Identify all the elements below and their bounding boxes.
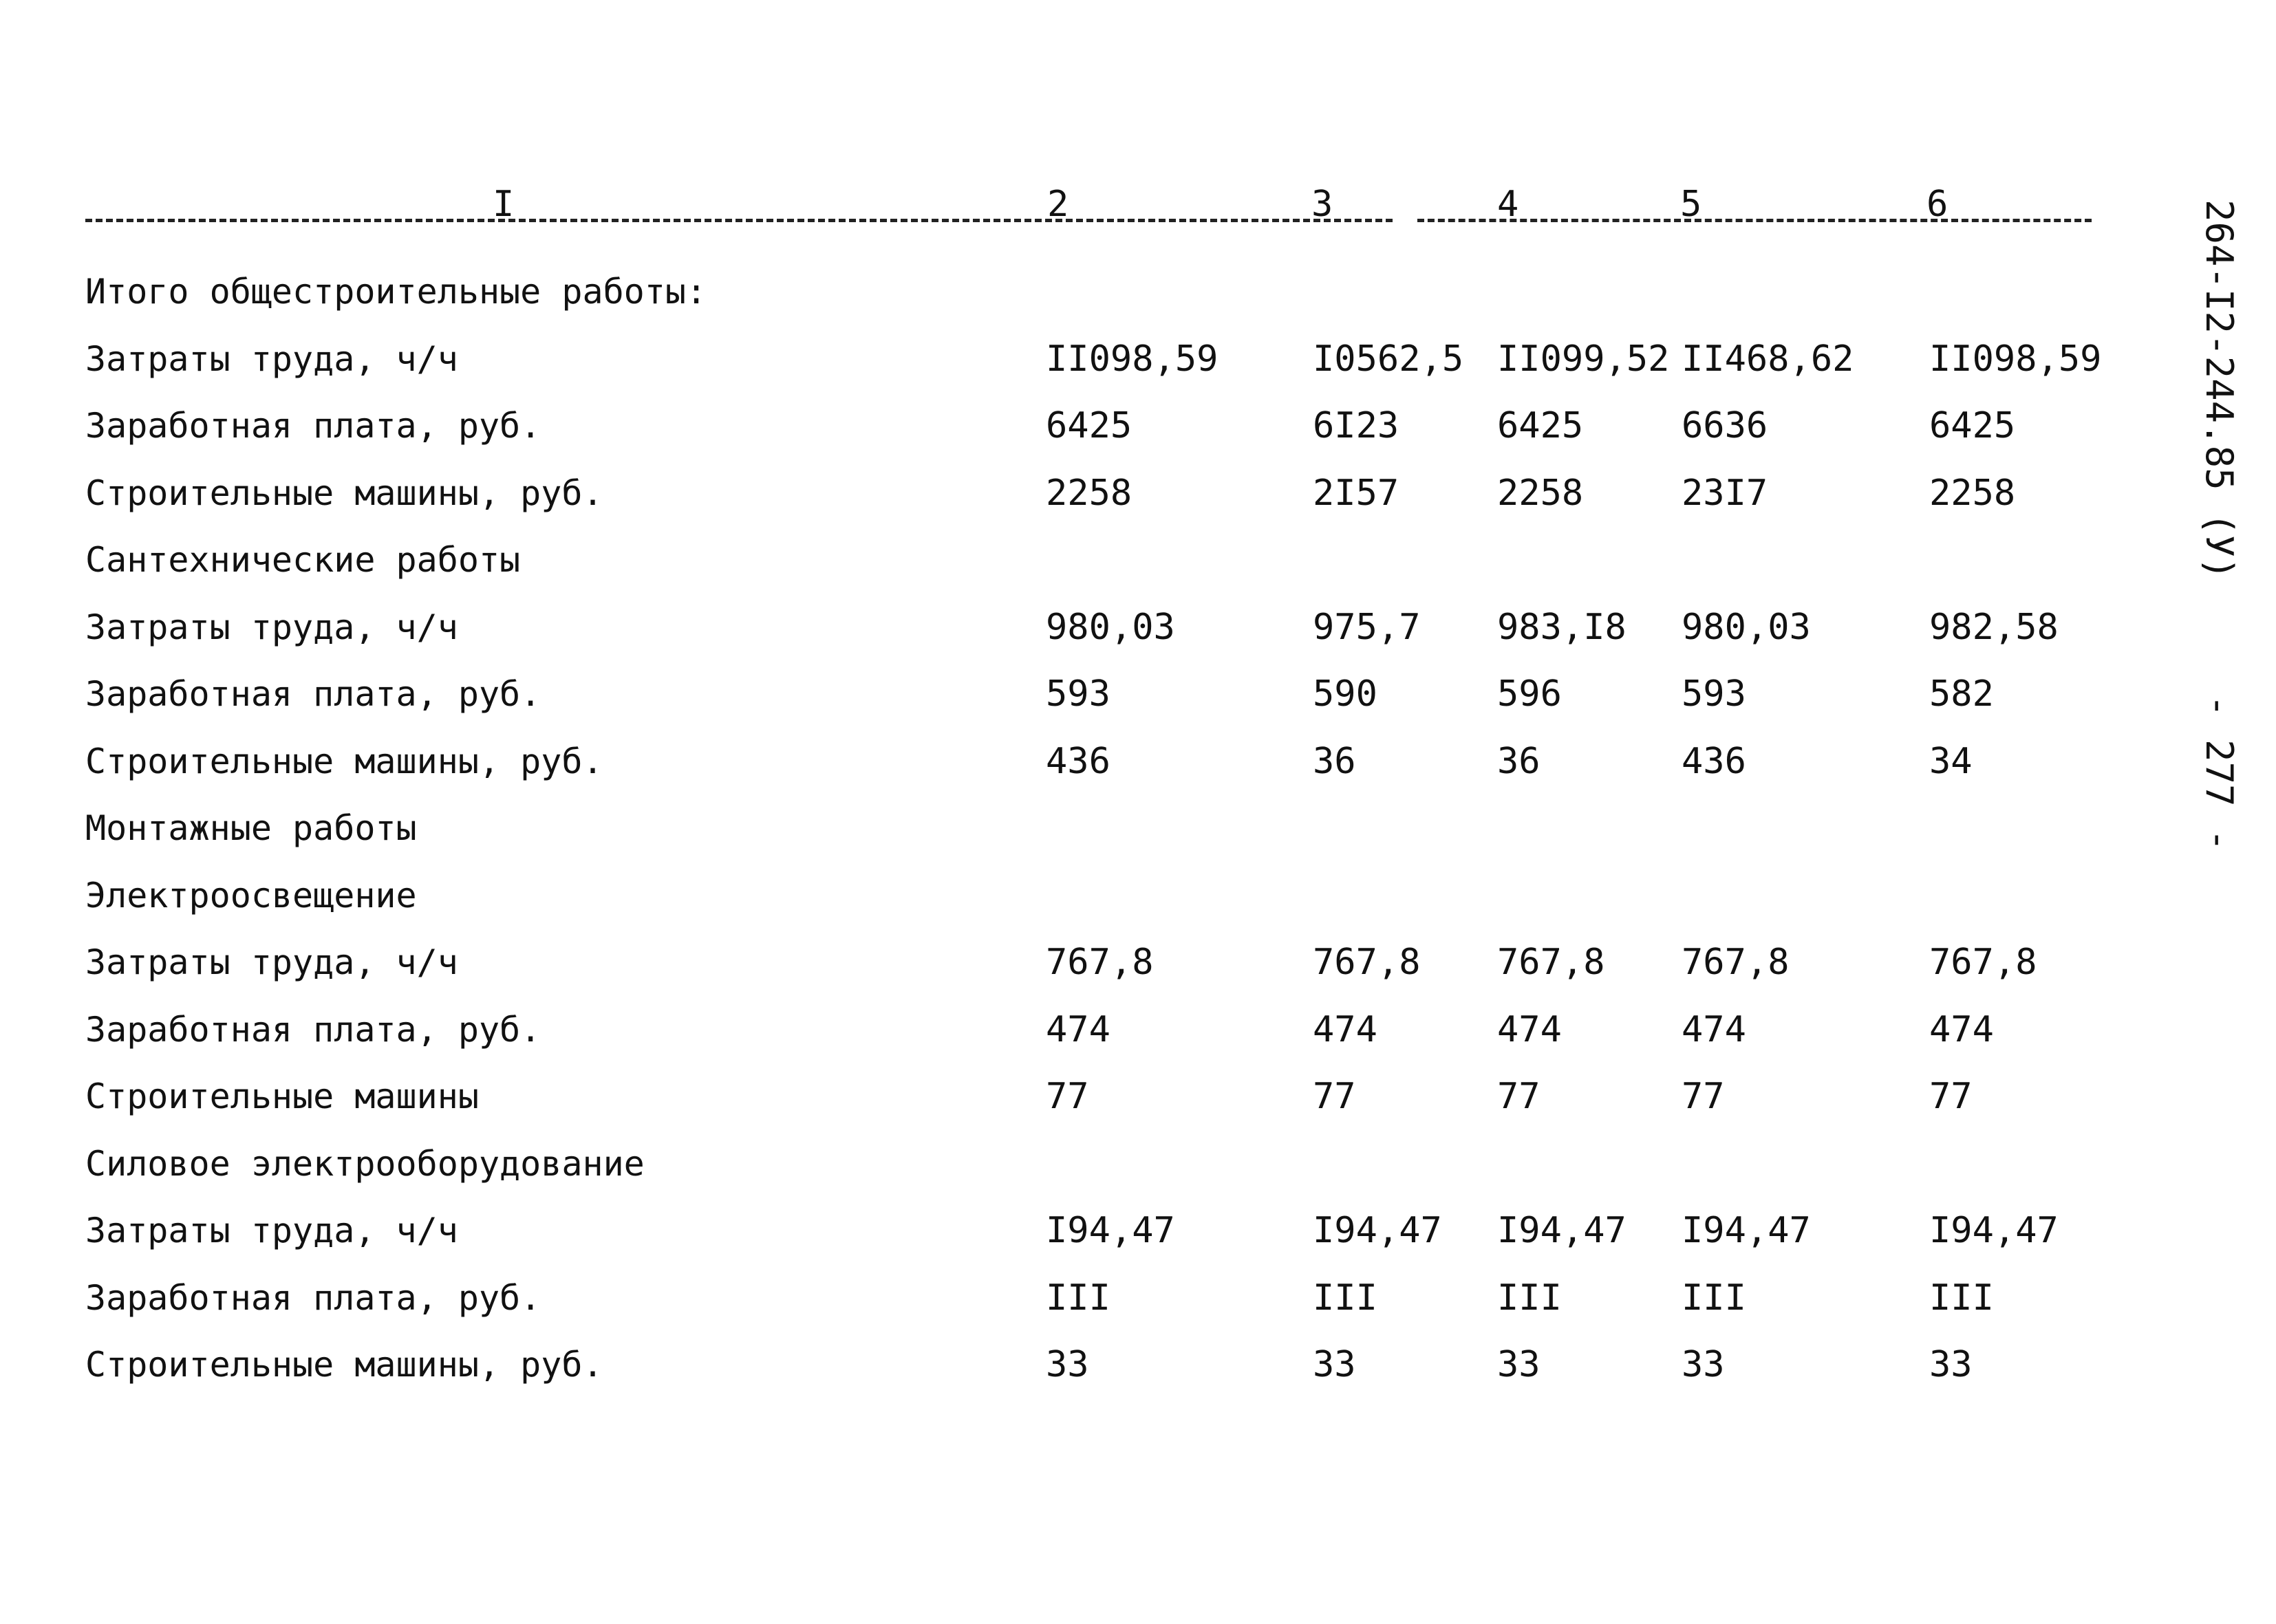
cell-col-2: 33 xyxy=(1046,1344,1089,1385)
cell-col-5: 474 xyxy=(1682,1009,1746,1050)
cell-col-3: 33 xyxy=(1313,1344,1356,1385)
cell-col-3: 36 xyxy=(1313,741,1356,782)
row-label: Строительные машины xyxy=(85,1076,479,1116)
row-label: Заработная плата, руб. xyxy=(85,674,541,714)
row-label: Электроосвещение xyxy=(85,876,417,916)
cell-col-2: 2258 xyxy=(1046,473,1132,514)
cell-col-6: 474 xyxy=(1929,1009,1994,1050)
cell-col-6: I94,47 xyxy=(1929,1210,2059,1251)
row-label: Строительные машины, руб. xyxy=(85,473,603,513)
column-header-4: 4 xyxy=(1497,184,1519,225)
cell-col-3: 2I57 xyxy=(1313,473,1399,514)
row-label: Затраты труда, ч/ч xyxy=(85,607,458,647)
cell-col-2: 593 xyxy=(1046,673,1110,715)
cell-col-5: 436 xyxy=(1682,741,1746,782)
cell-col-3: 767,8 xyxy=(1313,942,1421,983)
cell-col-3: 590 xyxy=(1313,673,1377,715)
cell-col-5: 6636 xyxy=(1682,405,1768,446)
document-code: 264-I2-244.85 (У) xyxy=(2198,199,2241,580)
cell-col-5: 593 xyxy=(1682,673,1746,715)
cell-col-4: 36 xyxy=(1497,741,1540,782)
row-label: Итого общестроительные работы: xyxy=(85,272,707,312)
table-row xyxy=(0,1002,2276,1057)
column-header-5: 5 xyxy=(1680,184,1702,225)
table-row xyxy=(0,1069,2276,1124)
cell-col-3: 6I23 xyxy=(1313,405,1399,446)
table-row xyxy=(0,935,2276,990)
cell-col-3: 474 xyxy=(1313,1009,1377,1050)
cell-col-5: 767,8 xyxy=(1682,942,1790,983)
cell-col-5: 77 xyxy=(1682,1076,1725,1117)
cell-col-4: 767,8 xyxy=(1497,942,1605,983)
cell-col-2: III xyxy=(1046,1277,1110,1319)
row-label: Затраты труда, ч/ч xyxy=(85,339,458,379)
cell-col-2: I94,47 xyxy=(1046,1210,1175,1251)
cell-col-2: 767,8 xyxy=(1046,942,1154,983)
cell-col-4: 6425 xyxy=(1497,405,1584,446)
row-label: Заработная плата, руб. xyxy=(85,1010,541,1050)
cell-col-2: 980,03 xyxy=(1046,607,1175,648)
cell-col-4: II099,52 xyxy=(1497,338,1670,380)
cell-col-6: 2258 xyxy=(1929,473,2016,514)
header-rule-right xyxy=(1417,219,2092,222)
cell-col-3: 975,7 xyxy=(1313,607,1421,648)
cell-col-6: III xyxy=(1929,1277,1994,1319)
cell-col-2: 77 xyxy=(1046,1076,1089,1117)
cell-col-3: I94,47 xyxy=(1313,1210,1442,1251)
cell-col-5: I94,47 xyxy=(1682,1210,1811,1251)
cell-col-4: 474 xyxy=(1497,1009,1562,1050)
table-row xyxy=(0,868,2276,923)
table-row xyxy=(0,667,2276,722)
row-label: Строительные машины, руб. xyxy=(85,741,603,781)
table-row xyxy=(0,466,2276,521)
cell-col-2: 474 xyxy=(1046,1009,1110,1050)
cell-col-3: 77 xyxy=(1313,1076,1356,1117)
column-header-1: I xyxy=(493,184,515,225)
table-row xyxy=(0,801,2276,856)
cell-col-2: II098,59 xyxy=(1046,338,1218,380)
cell-col-2: 6425 xyxy=(1046,405,1132,446)
table-row xyxy=(0,264,2276,319)
row-label: Заработная плата, руб. xyxy=(85,406,541,446)
cell-col-2: 436 xyxy=(1046,741,1110,782)
column-header-3: 3 xyxy=(1311,184,1333,225)
page-number: - 277 - xyxy=(2198,695,2241,852)
column-header-6: 6 xyxy=(1926,184,1948,225)
cell-col-5: II468,62 xyxy=(1682,338,1854,380)
cell-col-5: 980,03 xyxy=(1682,607,1811,648)
table-row xyxy=(0,398,2276,453)
cell-col-6: II098,59 xyxy=(1929,338,2102,380)
cell-col-3: III xyxy=(1313,1277,1377,1319)
row-label: Затраты труда, ч/ч xyxy=(85,1211,458,1251)
column-header-2: 2 xyxy=(1047,184,1069,225)
cell-col-5: 33 xyxy=(1682,1344,1725,1385)
cell-col-6: 33 xyxy=(1929,1344,1973,1385)
row-label: Строительные машины, руб. xyxy=(85,1345,603,1385)
row-label: Монтажные работы xyxy=(85,808,417,848)
table-row xyxy=(0,532,2276,587)
cell-col-6: 77 xyxy=(1929,1076,1973,1117)
row-label: Заработная плата, руб. xyxy=(85,1278,541,1318)
cell-col-6: 6425 xyxy=(1929,405,2016,446)
table-row xyxy=(0,332,2276,387)
cell-col-4: 2258 xyxy=(1497,473,1584,514)
row-label: Затраты труда, ч/ч xyxy=(85,942,458,982)
table-row xyxy=(0,734,2276,789)
cell-col-4: 33 xyxy=(1497,1344,1540,1385)
cell-col-5: III xyxy=(1682,1277,1746,1319)
row-label: Сантехнические работы xyxy=(85,540,521,580)
cell-col-6: 767,8 xyxy=(1929,942,2037,983)
cell-col-6: 582 xyxy=(1929,673,1994,715)
table-row xyxy=(0,600,2276,655)
cell-col-3: I0562,5 xyxy=(1313,338,1464,380)
table-row xyxy=(0,1337,2276,1392)
cell-col-4: I94,47 xyxy=(1497,1210,1627,1251)
table-row xyxy=(0,1203,2276,1258)
cell-col-4: 596 xyxy=(1497,673,1562,715)
table-row xyxy=(0,1136,2276,1191)
header-rule-left xyxy=(85,219,1393,222)
cell-col-4: 77 xyxy=(1497,1076,1540,1117)
cell-col-6: 982,58 xyxy=(1929,607,2059,648)
cell-col-5: 23I7 xyxy=(1682,473,1768,514)
table-row xyxy=(0,1270,2276,1325)
cell-col-4: III xyxy=(1497,1277,1562,1319)
cell-col-4: 983,I8 xyxy=(1497,607,1627,648)
cell-col-6: 34 xyxy=(1929,741,1973,782)
row-label: Силовое электрооборудование xyxy=(85,1144,645,1184)
